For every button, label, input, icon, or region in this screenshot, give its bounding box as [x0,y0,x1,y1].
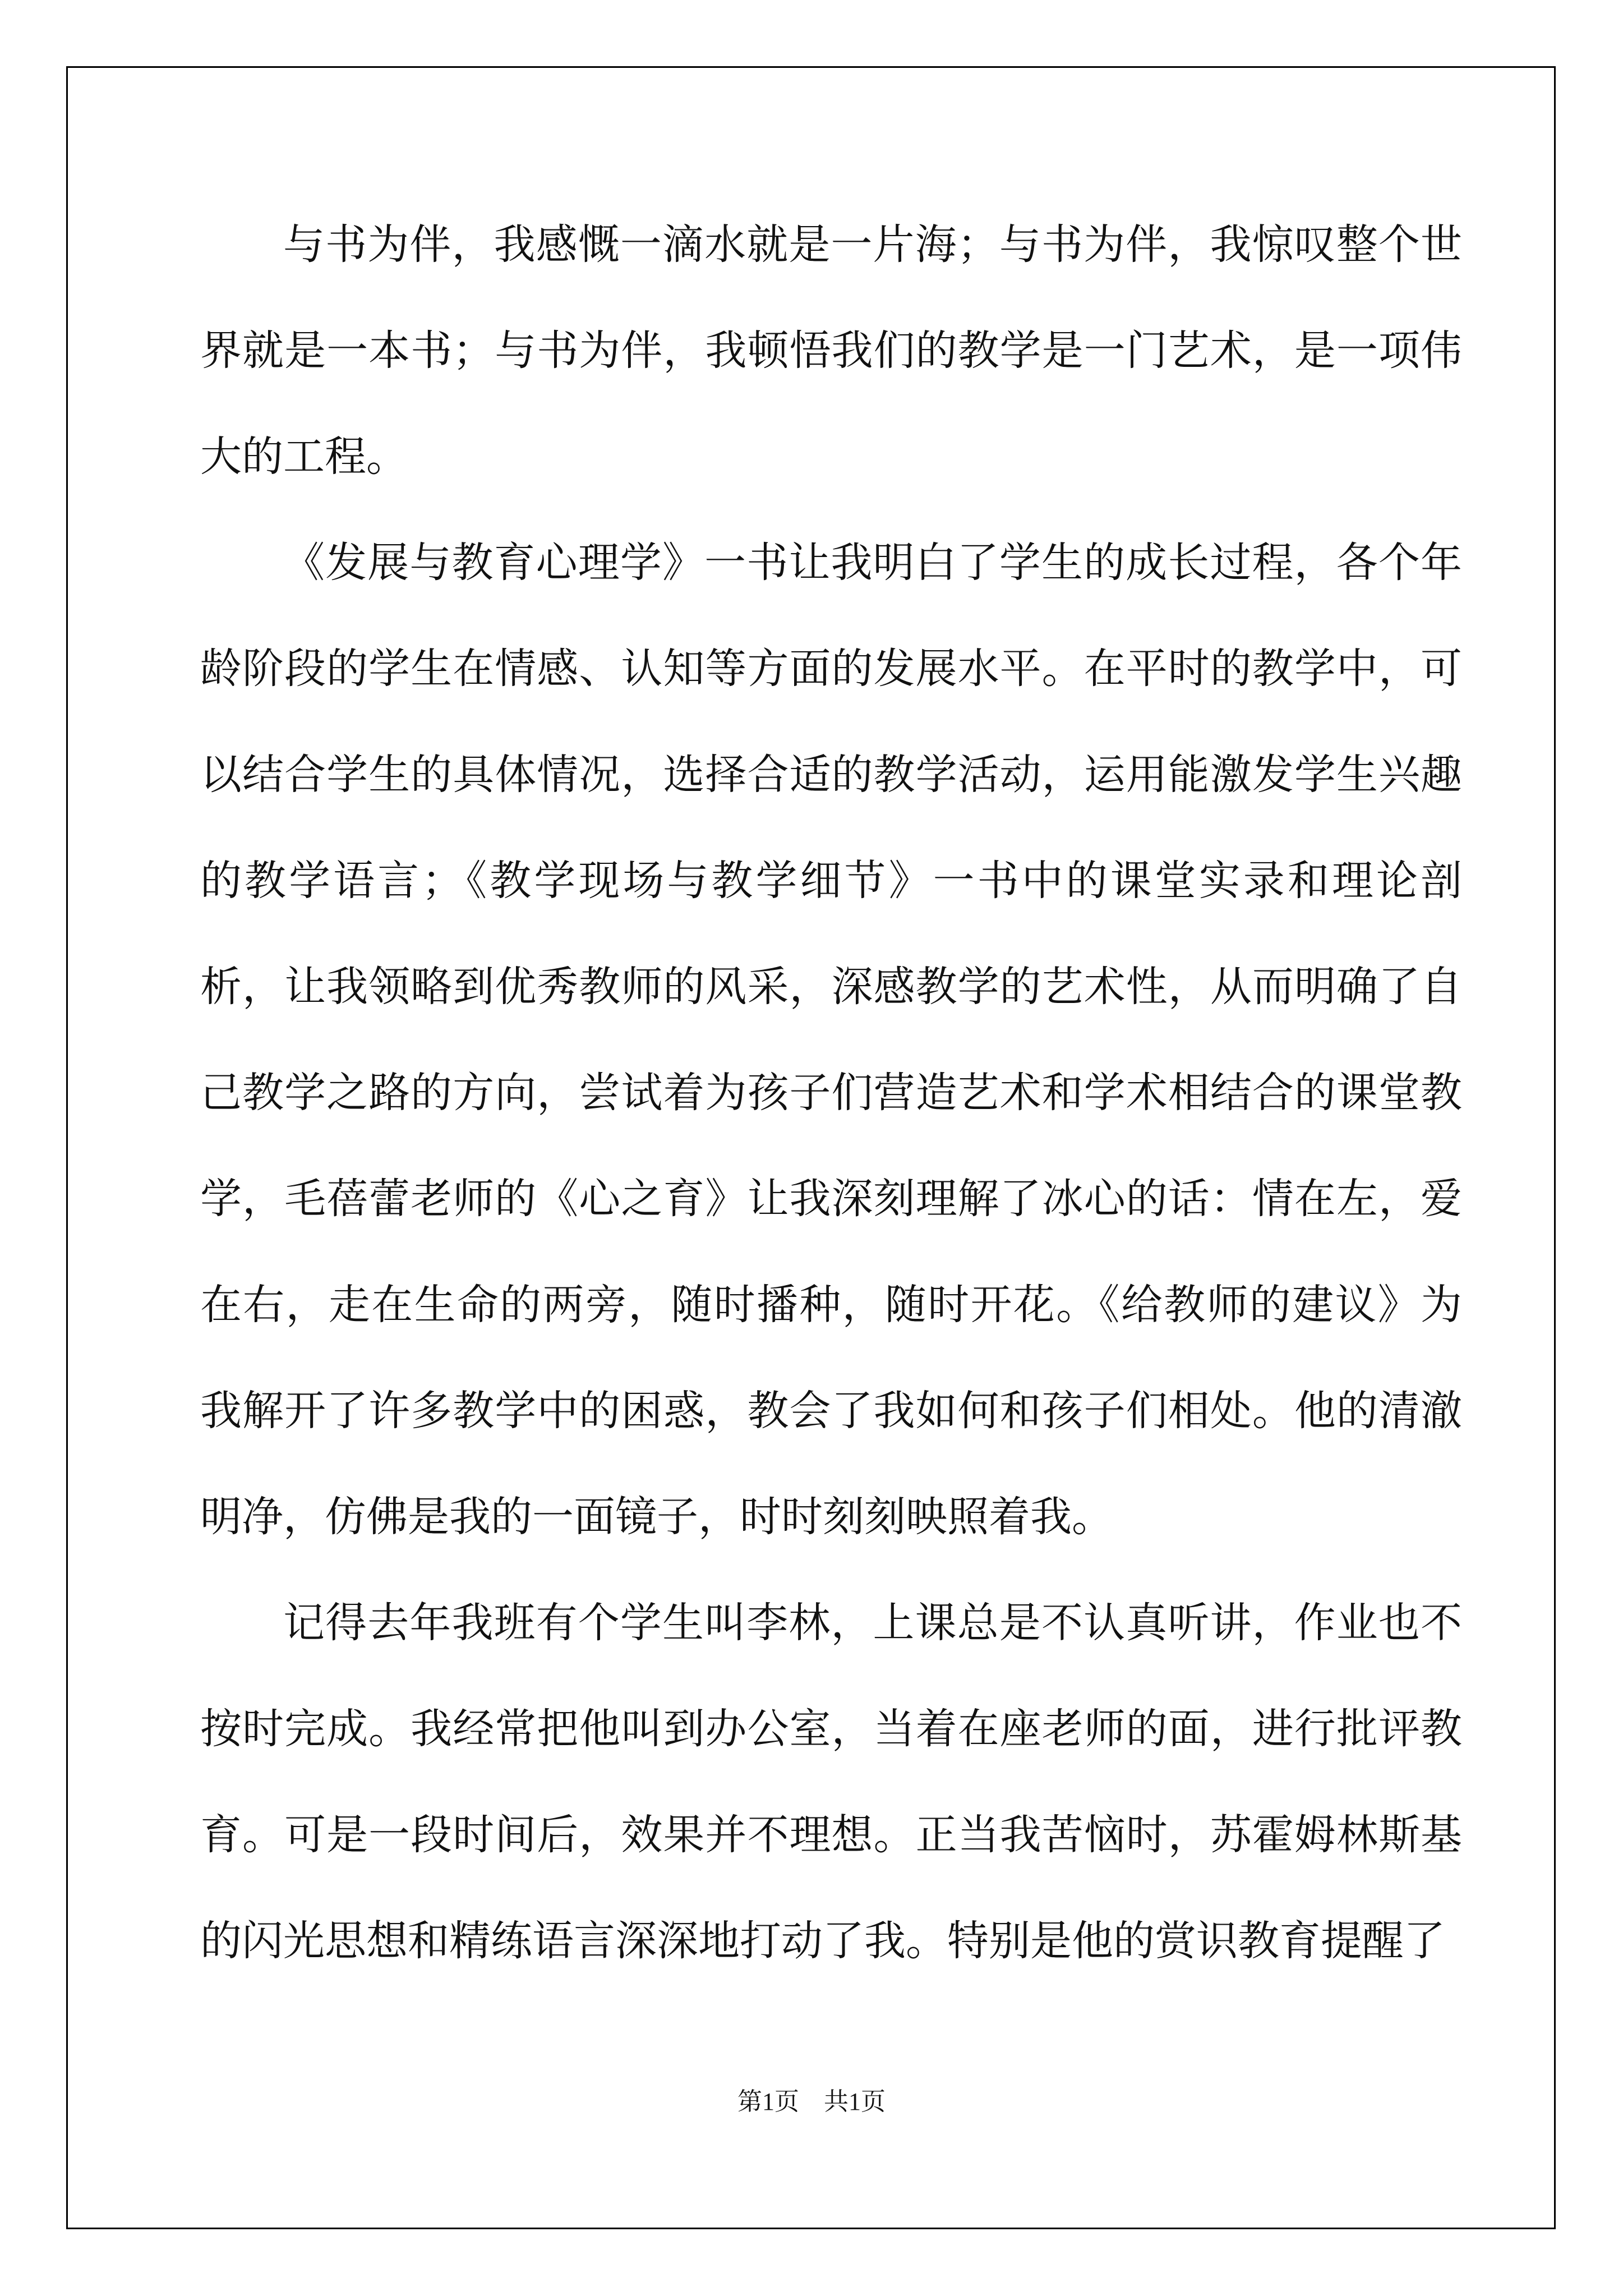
page-footer [0,2081,1623,2117]
page-total: 共1页 [824,2088,886,2115]
paragraph-3: 记得去年我班有个学生叫李林，上课总是不认真听讲，作业也不按时完成。我经常把他叫到办公室，当着在座老师的面，进行批评教育。可是一段时间后，效果并不理想。正当我苦恼时，苏霍姆林斯基的闪光思想和精练语言深深地打动了我。特别是他的赏识教育提醒了 [200,1599,1462,1965]
document-body [200,192,1462,1994]
paragraph-1: 与书为伴，我感慨一滴水就是一片海；与书为伴，我惊叹整个世界就是一本书；与书为伴，我顿悟我们的教学是一门艺术，是一项伟大的工程。 [200,220,1462,481]
page-number: 第1页 [737,2088,799,2115]
paragraph-2: 《发展与教育心理学》一书让我明白了学生的成长过程，各个年龄阶段的学生在情感、认知等方面的发展水平。在平时的教学中，可以结合学生的具体情况，选择合适的教学活动，运用能激发学生兴趣的教学语言；《教学现场与教学细节》一书中的课堂实录和理论剖析，让我领略到优秀教师的风采，深感教学的艺术性，从而明确了自己教学之路的方向，尝试着为孩子们营造艺术和学术相结合的课堂教学，毛蓓蕾老师的《心之育》让我深刻理解了冰心的话：情在左，爱在右，走在生命的两旁，随时播种，随时开花。《给教师的建议》为我解开了许多教学中的困惑，教会了我如何和孩子们相处。他的清澈明净，仿佛是我的一面镜子，时时刻刻映照着我。 [200,539,1462,1541]
